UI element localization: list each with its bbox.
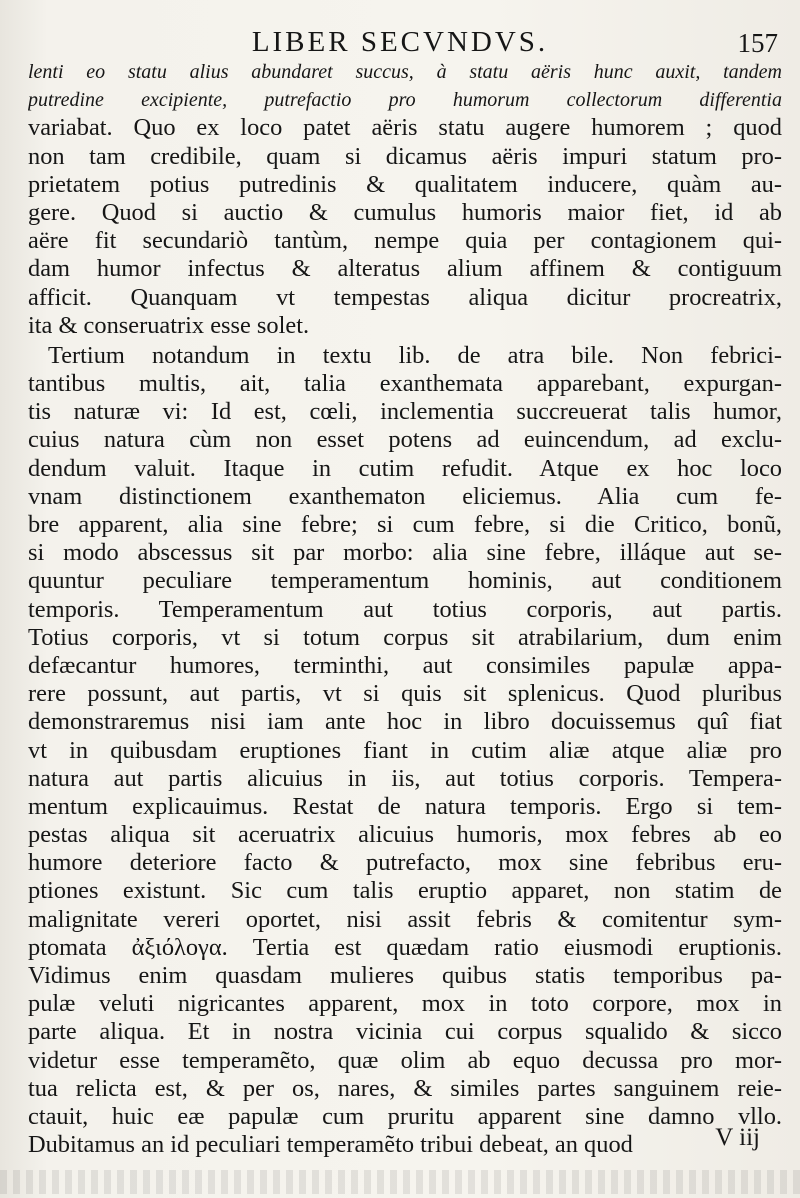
text-line: Tertium notandum in textu lib. de atra bile. Non febrici- [48, 341, 782, 369]
text-line: temporis. Temperamentum aut totius corporis, aut partis. [28, 595, 782, 623]
text-line: dendum valuit. Itaque in cutim refudit. Atque ex hoc loco [28, 454, 782, 482]
text-line: natura aut partis alicuius in iis, aut totius corporis. Tempera- [28, 764, 782, 792]
text-line: prietatem potius putredinis & qualitatem inducere, quàm au- [28, 170, 782, 198]
text-line: tua relicta est, & per os, nares, & similes partes sanguinem reie- [28, 1074, 782, 1102]
text-line: tis naturæ vi: Id est, cœli, inclementia succreuerat talis humor, [28, 398, 782, 426]
text-line: gere. Quod si auctio & cumulus humoris maior fiet, id ab [28, 198, 782, 226]
text-line: vnam distinctionem exanthematon eliciemus. Alia cum fe- [28, 482, 782, 510]
text-line: Dubitamus an id peculiari temperamẽto tribui debeat, an quod [28, 1131, 633, 1159]
text-line: bre apparent, alia sine febre; si cum febre, si die Critico, bonũ, [28, 511, 782, 538]
text-line: tantibus multis, ait, talia exanthemata apparebant, expurgan- [28, 370, 782, 398]
paragraph [28, 342, 782, 1159]
page-header [0, 22, 800, 62]
text-line: vt in quibusdam eruptiones fiant in cutim aliæ atque aliæ pro [28, 736, 782, 764]
text-line: si modo abscessus sit par morbo: alia sine febre, illáque aut se- [28, 539, 782, 567]
text-line: dam humor infectus & alteratus alium affinem & contiguum [28, 255, 782, 283]
text-line: rere possunt, aut partis, vt si quis sit splenicus. Quod pluribus [28, 680, 782, 708]
text-line: pulæ veluti nigricantes apparent, mox in toto corpore, mox in [28, 990, 782, 1018]
text-line: quuntur peculiare temperamentum hominis, aut conditionem [28, 567, 782, 595]
page-number: 157 [737, 28, 778, 58]
bleed-through-strip [0, 1170, 800, 1194]
text-line: malignitate vereri oportet, nisi assit febris & comitentur sym- [28, 905, 782, 933]
text-line: Totius corporis, vt si totum corpus sit atrabilarium, dum enim [28, 623, 782, 651]
text-line: non tam credibile, quam si dicamus aëris impuri statum pro- [28, 142, 782, 170]
text-line: afficit. Quanquam vt tempestas aliqua dicitur procreatrix, [28, 283, 782, 311]
text-line: Vidimus enim quasdam mulieres quibus statis temporibus pa- [28, 962, 782, 989]
body-text [28, 58, 782, 1159]
text-line: cuius natura cùm non esset potens ad euincendum, ad exclu- [28, 426, 782, 454]
text-line: aëre fit secundariò tantùm, nempe quia per contagionem qui- [28, 227, 782, 255]
running-title: LIBER SECVNDVS. [251, 26, 549, 58]
signature-mark: V iij [715, 1124, 760, 1151]
text-line: variabat. Quo ex loco patet aëris statu augere humorem ; quod [28, 114, 782, 142]
text-line: mentum explicauimus. Restat de natura temporis. Ergo si tem- [28, 792, 782, 820]
paragraph [28, 58, 782, 340]
text-line: ctauit, huic eæ papulæ cum pruritu apparent sine damno vllo. [28, 1102, 782, 1130]
text-line: humore deteriore facto & putrefacto, mox sine febribus eru- [28, 849, 782, 877]
text-line: putredine excipiente, putrefactio pro humorum collectorum differentia [28, 89, 782, 112]
text-line: ita & conseruatrix esse solet. [28, 311, 310, 339]
text-line: lenti eo statu alius abundaret succus, à statu aëris hunc auxit, tandem [28, 61, 782, 83]
text-line: pestas aliqua sit aceruatrix alicuius humoris, mox febres ab eo [28, 821, 782, 849]
text-line: parte aliqua. Et in nostra vicinia cui corpus squalido & sicco [28, 1018, 782, 1046]
text-line: demonstraremus nisi iam ante hoc in libro docuissemus quî fiat [28, 708, 782, 736]
text-line: ptiones existunt. Sic cum talis eruptio apparet, non statim de [28, 877, 782, 905]
text-line: defæcantur humores, terminthi, aut consimiles papulæ appa- [28, 651, 782, 679]
text-line: ptomata ἀξιόλογα. Tertia est quædam ratio eiusmodi eruptionis. [28, 933, 782, 961]
text-line: videtur esse temperamẽto, quæ olim ab equo decussa pro mor- [28, 1046, 782, 1074]
